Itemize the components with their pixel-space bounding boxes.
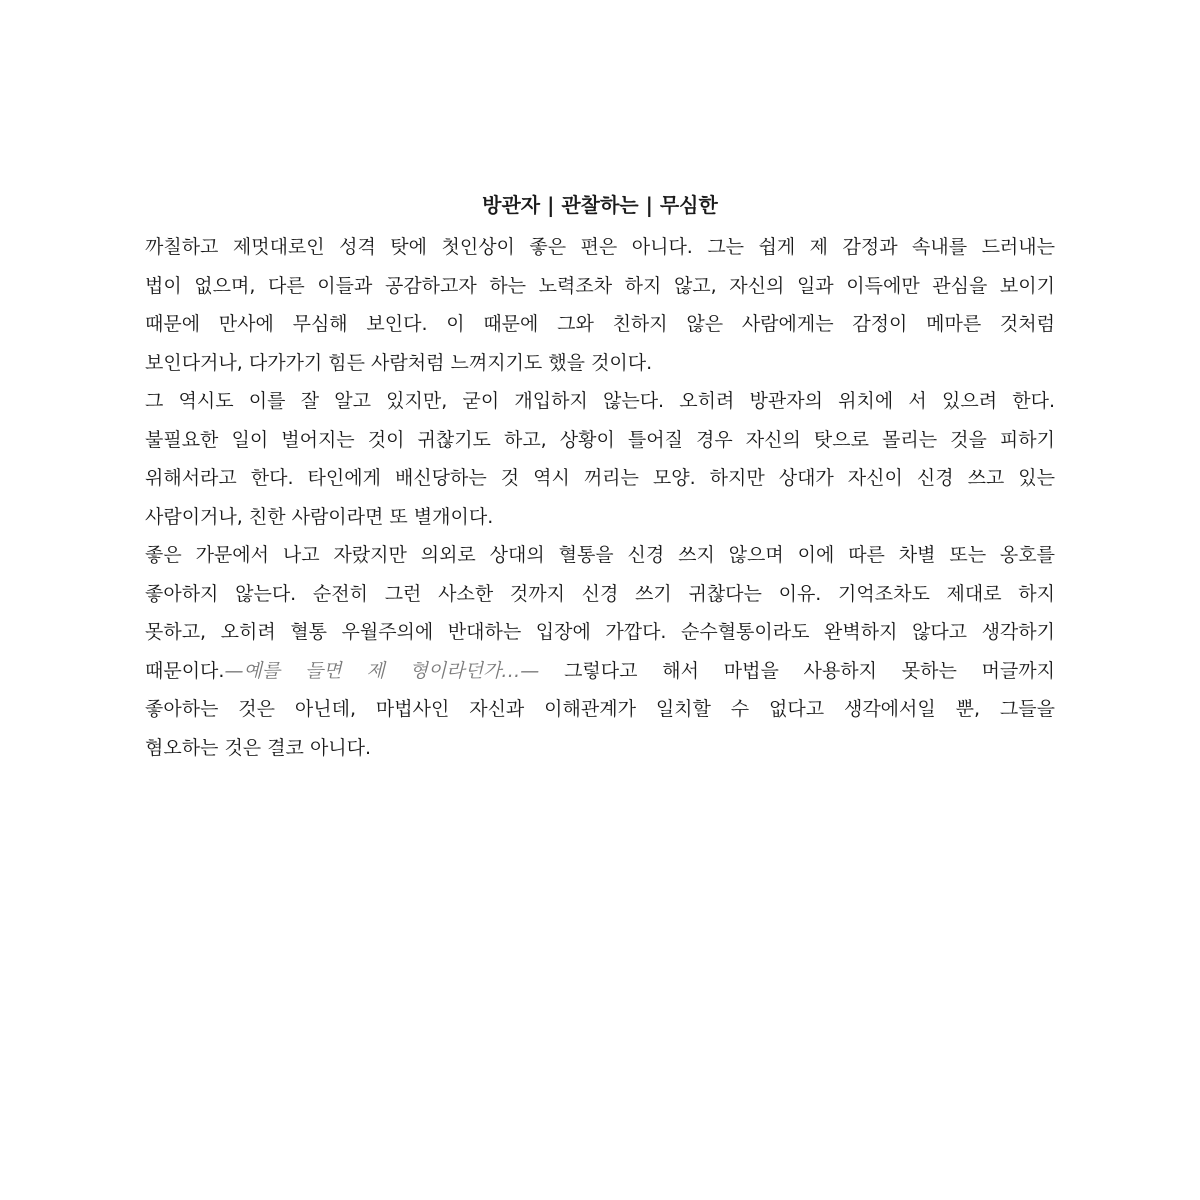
text-line: 위해서라고 한다. 타인에게 배신당하는 것 역시 꺼리는 모양. 하지만 상대가 자신이 신경 쓰고 있는 <box>145 467 1055 489</box>
text-line: 까칠하고 제멋대로인 성격 탓에 첫인상이 좋은 편은 아니다. 그는 쉽게 제 감정과 속내를 드러내는 <box>145 236 1055 258</box>
text-line: 혐오하는 것은 결코 아니다. <box>145 736 372 759</box>
text-line: 좋아하지 않는다. 순전히 그런 사소한 것까지 신경 쓰기 귀찮다는 이유. 기억조차도 제대로 하지 <box>145 582 1055 605</box>
line-text-after: 그렇다고 해서 마법을 사용하지 못하는 머글까지 <box>539 659 1055 682</box>
body-text <box>145 228 1055 767</box>
text-line: 때문에 만사에 무심해 보인다. 이 때문에 그와 친하지 않은 사람에게는 감정이 메마른 것처럼 <box>145 313 1055 335</box>
italic-aside: —예를 들면 제 형이라던가…— <box>224 659 540 682</box>
paragraph-2 <box>145 382 1055 536</box>
text-line: 불필요한 일이 벌어지는 것이 귀찮기도 하고, 상황이 틀어질 경우 자신의 탓으로 몰리는 것을 피하기 <box>145 428 1055 451</box>
text-line: 그 역시도 이를 잘 알고 있지만, 굳이 개입하지 않는다. 오히려 방관자의 위치에 서 있으려 한다. <box>145 390 1055 412</box>
text-line: 좋아하는 것은 아닌데, 마법사인 자신과 이해관계가 일치할 수 없다고 생각에서일 뿐, 그들을 <box>145 698 1055 720</box>
paragraph-1 <box>145 228 1055 382</box>
text-line: 법이 없으며, 다른 이들과 공감하고자 하는 노력조차 하지 않고, 자신의 일과 이득에만 관심을 보이기 <box>145 274 1055 297</box>
text-line: 사람이거나, 친한 사람이라면 또 별개이다. <box>145 505 494 528</box>
paragraph-3 <box>145 536 1055 767</box>
text-line: 못하고, 오히려 혈통 우월주의에 반대하는 입장에 가깝다. 순수혈통이라도 완벽하지 않다고 생각하기 <box>145 621 1055 643</box>
line-text-before: 때문이다. <box>145 659 225 682</box>
text-line: 좋은 가문에서 나고 자랐지만 의외로 상대의 혈통을 신경 쓰지 않으며 이에 따른 차별 또는 옹호를 <box>145 544 1055 566</box>
text-line: 보인다거나, 다가가기 힘든 사람처럼 느껴지기도 했을 것이다. <box>145 351 653 374</box>
page-title: 방관자 | 관찰하는 | 무심한 <box>482 193 718 217</box>
text-line-with-aside <box>145 652 1055 691</box>
